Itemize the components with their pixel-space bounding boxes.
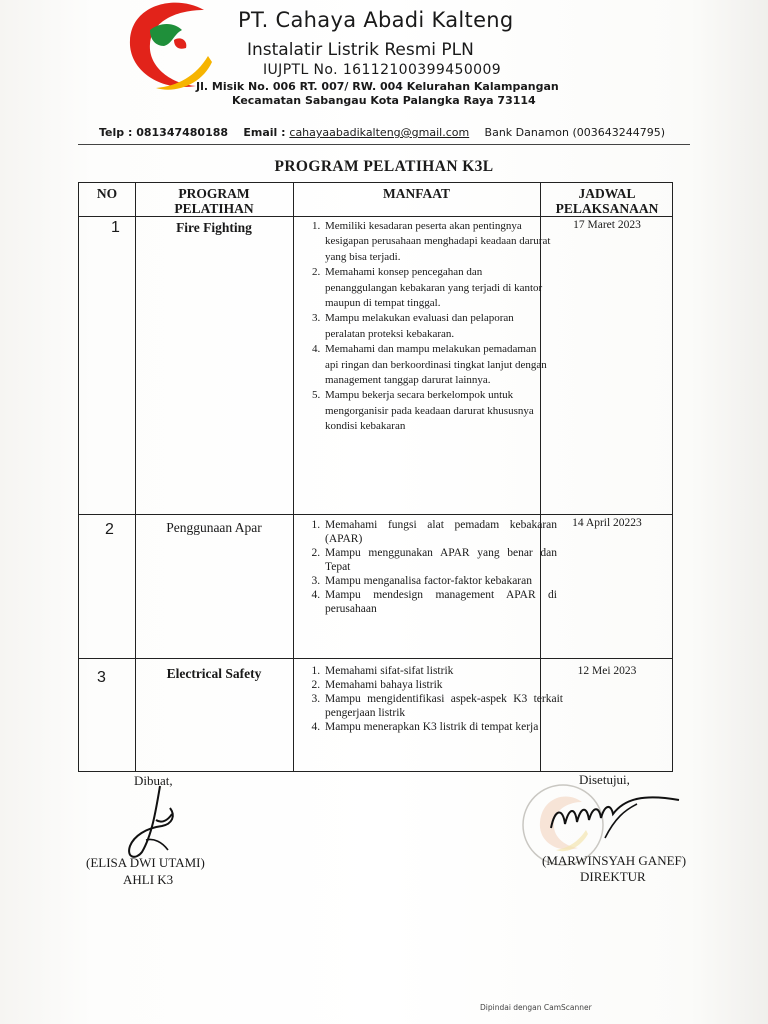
right-signer-name: (MARWINSYAH GANEF) xyxy=(542,853,687,868)
header-schedule-line1: JADWAL xyxy=(578,186,636,201)
benefit-item: 2. Memahami bahaya listrik xyxy=(323,678,563,692)
header-program xyxy=(135,186,293,216)
header-program-line1: PROGRAM xyxy=(178,186,250,201)
row-3-no: 3 xyxy=(97,669,106,686)
header-schedule xyxy=(540,186,674,216)
benefit-item: 1. Memiliki kesadaran peserta akan pentingnya kesigapan perusahaan menghadapi keadaan darurat yang bisa terjadi. xyxy=(323,219,551,265)
training-table xyxy=(78,182,673,772)
row-divider xyxy=(79,514,672,515)
address-line-2: Kecamatan Sabangau Kota Palangka Raya 73114 xyxy=(232,94,536,107)
header-schedule-line2: PELAKSANAAN xyxy=(555,201,659,216)
email-label: Email : xyxy=(243,126,290,139)
benefit-item: 3. Mampu menganalisa factor-faktor kebakaran xyxy=(323,574,557,588)
benefit-item: 2. Memahami konsep pencegahan dan penanggulangan kebakaran yang terjadi di kantor maupun di tempat tinggal. xyxy=(323,265,551,311)
row-3-program: Electrical Safety xyxy=(166,666,262,681)
phone-text: Telp : 081347480188 xyxy=(99,126,229,139)
right-signature-label: Disetujui, xyxy=(579,772,630,787)
benefit-item: 5. Mampu bekerja secara berkelompok untuk mengorganisir pada keadaan darurat khususnya kondisi kebakaran xyxy=(323,388,551,434)
row-2-no: 2 xyxy=(105,521,114,538)
right-signer-role: DIREKTUR xyxy=(580,869,646,884)
benefit-item: 1. Memahami fungsi alat pemadam kebakaran (APAR) xyxy=(323,518,557,546)
row-divider xyxy=(79,658,672,659)
benefit-item: 4. Memahami dan mampu melakukan pemadaman api ringan dan berkoordinasi tingkat lanjut dengan management tanggap darurat lainnya. xyxy=(323,342,551,388)
benefit-item: 4. Mampu mendesign management APAR di perusahaan xyxy=(323,588,557,616)
right-signature-image xyxy=(545,788,685,848)
row-2-date: 14 April 20223 xyxy=(572,517,642,529)
row-3-date: 12 Mei 2023 xyxy=(577,665,637,677)
row-2-program: Penggunaan Apar xyxy=(166,520,262,535)
left-signature-label: Dibuat, xyxy=(134,773,173,788)
left-signer-name: (ELISA DWI UTAMI) xyxy=(86,855,205,870)
benefit-item: 2. Mampu menggunakan APAR yang benar dan Tepat xyxy=(323,546,557,574)
header-program-line2: PELATIHAN xyxy=(174,201,254,216)
company-name: PT. Cahaya Abadi Kalteng xyxy=(238,8,514,32)
email-link[interactable]: cahayaabadikalteng@gmail.com xyxy=(289,126,470,139)
license-number: IUJPTL No. 16112100399450009 xyxy=(263,62,502,78)
column-divider xyxy=(293,183,294,771)
column-divider xyxy=(135,183,136,771)
scanner-watermark: Dipindai dengan CamScanner xyxy=(480,1003,592,1012)
benefit-item: 1. Memahami sifat-sifat listrik xyxy=(323,664,563,678)
letterhead-divider xyxy=(78,144,690,145)
left-signer-role: AHLI K3 xyxy=(123,872,174,887)
row-1-benefits xyxy=(297,219,551,435)
row-1-date: 17 Maret 2023 xyxy=(573,219,641,231)
contact-line xyxy=(99,126,699,139)
address-line-1: Jl. Misik No. 006 RT. 007/ RW. 004 Kelurahan Kalampangan xyxy=(196,80,559,93)
header-divider xyxy=(79,216,672,217)
bank-account: Bank Danamon (003643244795) xyxy=(484,126,666,139)
header-benefit: MANFAAT xyxy=(383,186,450,201)
company-subtitle: Instalatir Listrik Resmi PLN xyxy=(247,40,474,60)
document-title: PROGRAM PELATIHAN K3L xyxy=(274,158,494,175)
benefit-item: 3. Mampu melakukan evaluasi dan pelaporan peralatan proteksi kebakaran. xyxy=(323,311,551,342)
row-1-program: Fire Fighting xyxy=(176,220,252,235)
row-1-no: 1 xyxy=(111,219,120,236)
header-no: NO xyxy=(96,186,118,201)
row-2-benefits xyxy=(297,518,557,616)
benefit-item: 3. Mampu mengidentifikasi aspek-aspek K3 terkait pengerjaan listrik xyxy=(323,692,563,720)
row-3-benefits xyxy=(297,664,563,734)
benefit-item: 4. Mampu menerapkan K3 listrik di tempat kerja xyxy=(323,720,563,734)
